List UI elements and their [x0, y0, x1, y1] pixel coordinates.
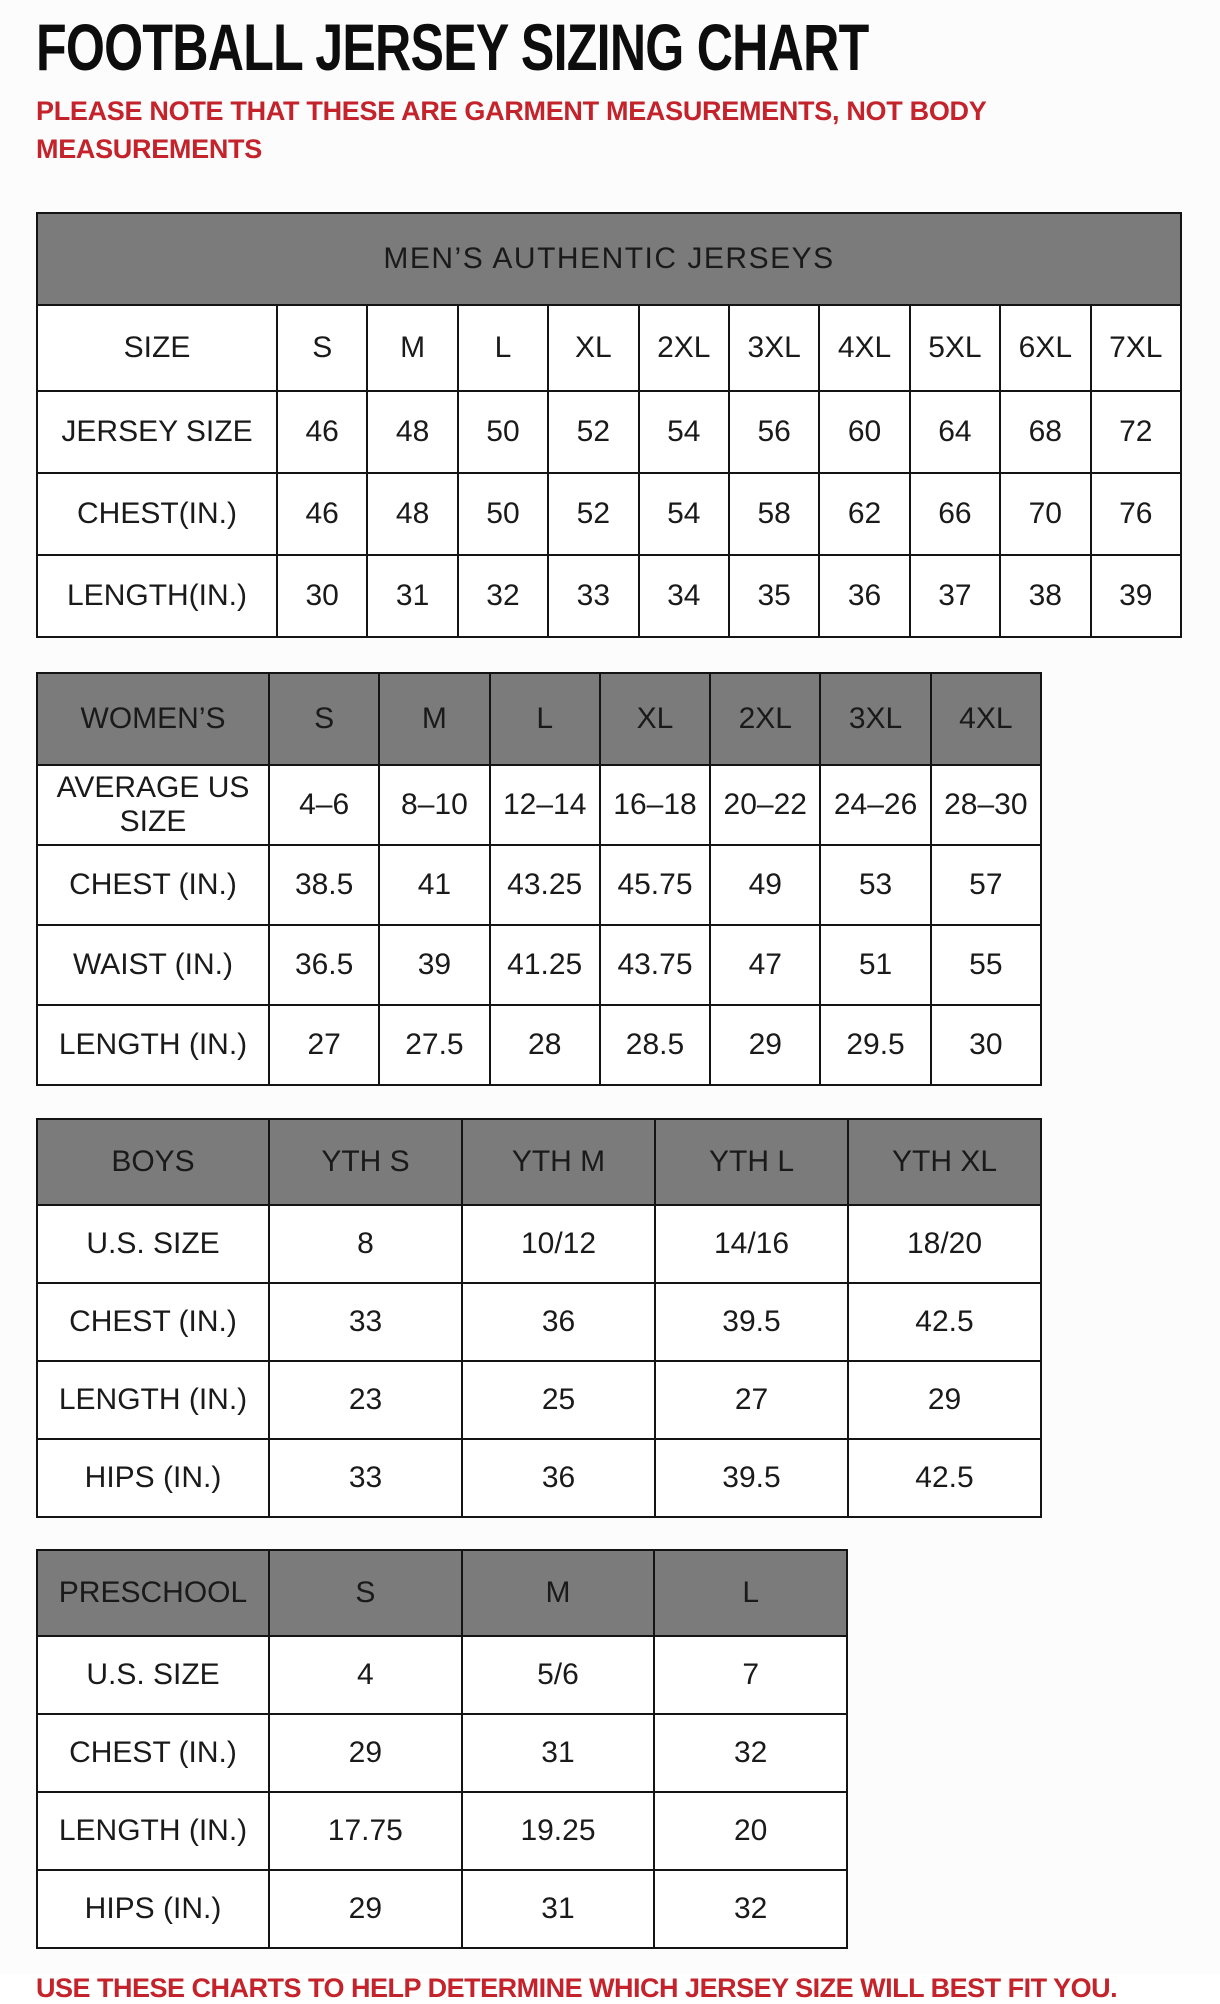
sizing-table-mens [36, 212, 1190, 638]
size-cell: 29 [848, 1361, 1041, 1439]
size-cell: 41 [379, 845, 489, 925]
table-row [37, 1870, 847, 1948]
column-header: YTH S [269, 1119, 462, 1205]
measurement-note: PLEASE NOTE THAT THESE ARE GARMENT MEASUREMENTS, NOT BODY MEASUREMENTS [36, 96, 986, 164]
size-table [36, 1118, 1042, 1518]
size-cell: 56 [729, 391, 819, 473]
column-header: 2XL [710, 673, 820, 765]
table-row [37, 1205, 1041, 1283]
column-header: M [462, 1550, 655, 1636]
column-header: YTH M [462, 1119, 655, 1205]
size-cell: 32 [654, 1870, 847, 1948]
size-cell: 51 [820, 925, 930, 1005]
column-header: S [269, 673, 379, 765]
column-header: M [367, 305, 457, 391]
size-cell: 28 [490, 1005, 600, 1085]
column-header: 4XL [819, 305, 909, 391]
table-row [37, 1636, 847, 1714]
size-cell: 28.5 [600, 1005, 710, 1085]
size-cell: 54 [639, 391, 729, 473]
size-cell: 27 [269, 1005, 379, 1085]
size-cell: 62 [819, 473, 909, 555]
column-header: 4XL [931, 673, 1041, 765]
size-cell: 35 [729, 555, 819, 637]
size-cell: 36 [819, 555, 909, 637]
table-row [37, 555, 1181, 637]
size-cell: 30 [277, 555, 367, 637]
row-label: WAIST (IN.) [37, 925, 269, 1005]
size-cell: 46 [277, 473, 367, 555]
size-table [36, 212, 1182, 638]
column-header: XL [600, 673, 710, 765]
size-cell: 72 [1091, 391, 1181, 473]
size-cell: 50 [458, 391, 548, 473]
row-label: JERSEY SIZE [37, 391, 277, 473]
table-row [37, 1283, 1041, 1361]
size-cell: 52 [548, 391, 638, 473]
size-cell: 27.5 [379, 1005, 489, 1085]
size-cell: 33 [269, 1283, 462, 1361]
size-cell: 8–10 [379, 765, 489, 845]
size-cell: 64 [910, 391, 1000, 473]
column-header: 2XL [639, 305, 729, 391]
size-cell: 39.5 [655, 1439, 848, 1517]
row-label: LENGTH(IN.) [37, 555, 277, 637]
size-cell: 31 [367, 555, 457, 637]
size-cell: 38.5 [269, 845, 379, 925]
table-banner: MEN’S AUTHENTIC JERSEYS [37, 213, 1181, 305]
size-cell: 32 [458, 555, 548, 637]
size-cell: 24–26 [820, 765, 930, 845]
size-cell: 66 [910, 473, 1000, 555]
column-header: XL [548, 305, 638, 391]
header-row [37, 673, 1041, 765]
size-cell: 17.75 [269, 1792, 462, 1870]
size-cell: 20 [654, 1792, 847, 1870]
table-title-cell: WOMEN’S [37, 673, 269, 765]
row-label: HIPS (IN.) [37, 1870, 269, 1948]
table-title-cell: SIZE [37, 305, 277, 391]
size-cell: 34 [639, 555, 729, 637]
row-label: U.S. SIZE [37, 1205, 269, 1283]
table-row [37, 1361, 1041, 1439]
size-cell: 68 [1000, 391, 1090, 473]
table-row [37, 1439, 1041, 1517]
size-cell: 36 [462, 1283, 655, 1361]
column-header: 3XL [820, 673, 930, 765]
size-cell: 29 [710, 1005, 820, 1085]
size-cell: 16–18 [600, 765, 710, 845]
table-row [37, 1792, 847, 1870]
column-header: YTH L [655, 1119, 848, 1205]
size-cell: 31 [462, 1870, 655, 1948]
table-row [37, 925, 1041, 1005]
size-cell: 18/20 [848, 1205, 1041, 1283]
size-cell: 30 [931, 1005, 1041, 1085]
size-cell: 29 [269, 1870, 462, 1948]
size-cell: 32 [654, 1714, 847, 1792]
page-title: FOOTBALL JERSEY SIZING CHART [36, 10, 869, 84]
sizing-table-womens [36, 672, 1190, 1086]
row-label: CHEST (IN.) [37, 845, 269, 925]
size-table [36, 672, 1042, 1086]
size-cell: 23 [269, 1361, 462, 1439]
size-cell: 54 [639, 473, 729, 555]
size-cell: 29 [269, 1714, 462, 1792]
size-cell: 36.5 [269, 925, 379, 1005]
size-cell: 42.5 [848, 1283, 1041, 1361]
table-title-cell: BOYS [37, 1119, 269, 1205]
row-label: AVERAGE US SIZE [37, 765, 269, 845]
size-cell: 55 [931, 925, 1041, 1005]
size-cell: 48 [367, 391, 457, 473]
table-row [37, 391, 1181, 473]
size-cell: 45.75 [600, 845, 710, 925]
size-cell: 76 [1091, 473, 1181, 555]
size-cell: 58 [729, 473, 819, 555]
size-cell: 4 [269, 1636, 462, 1714]
column-header: S [277, 305, 367, 391]
size-cell: 53 [820, 845, 930, 925]
size-cell: 43.25 [490, 845, 600, 925]
column-header: 7XL [1091, 305, 1181, 391]
column-header: 3XL [729, 305, 819, 391]
row-label: CHEST (IN.) [37, 1714, 269, 1792]
table-row [37, 1005, 1041, 1085]
size-cell: 14/16 [655, 1205, 848, 1283]
size-cell: 52 [548, 473, 638, 555]
sizing-table-boys [36, 1118, 1190, 1518]
size-cell: 12–14 [490, 765, 600, 845]
size-cell: 46 [277, 391, 367, 473]
column-header: 6XL [1000, 305, 1090, 391]
size-cell: 27 [655, 1361, 848, 1439]
header-row [37, 1550, 847, 1636]
row-label: LENGTH (IN.) [37, 1792, 269, 1870]
size-cell: 37 [910, 555, 1000, 637]
column-header: L [458, 305, 548, 391]
size-cell: 57 [931, 845, 1041, 925]
column-header: YTH XL [848, 1119, 1041, 1205]
table-row [37, 1714, 847, 1792]
footer-note: USE THESE CHARTS TO HELP DETERMINE WHICH JERSEY SIZE WILL BEST FIT YOU. [36, 1973, 1118, 2003]
row-label: HIPS (IN.) [37, 1439, 269, 1517]
table-title-cell: PRESCHOOL [37, 1550, 269, 1636]
column-header: L [490, 673, 600, 765]
size-cell: 33 [269, 1439, 462, 1517]
column-header: S [269, 1550, 462, 1636]
size-cell: 33 [548, 555, 638, 637]
size-cell: 50 [458, 473, 548, 555]
header-row [37, 1119, 1041, 1205]
size-cell: 36 [462, 1439, 655, 1517]
size-cell: 47 [710, 925, 820, 1005]
size-cell: 25 [462, 1361, 655, 1439]
table-row [37, 765, 1041, 845]
size-cell: 42.5 [848, 1439, 1041, 1517]
size-cell: 20–22 [710, 765, 820, 845]
size-cell: 60 [819, 391, 909, 473]
column-header: L [654, 1550, 847, 1636]
column-header: 5XL [910, 305, 1000, 391]
size-cell: 8 [269, 1205, 462, 1283]
row-label: CHEST (IN.) [37, 1283, 269, 1361]
size-cell: 41.25 [490, 925, 600, 1005]
row-label: U.S. SIZE [37, 1636, 269, 1714]
size-cell: 49 [710, 845, 820, 925]
table-row [37, 473, 1181, 555]
size-table [36, 1549, 848, 1949]
column-header: M [379, 673, 489, 765]
size-cell: 7 [654, 1636, 847, 1714]
header-row [37, 305, 1181, 391]
sizing-table-preschool [36, 1549, 1190, 1949]
size-cell: 39.5 [655, 1283, 848, 1361]
size-cell: 70 [1000, 473, 1090, 555]
size-cell: 38 [1000, 555, 1090, 637]
size-cell: 31 [462, 1714, 655, 1792]
size-cell: 5/6 [462, 1636, 655, 1714]
size-cell: 39 [379, 925, 489, 1005]
row-label: LENGTH (IN.) [37, 1005, 269, 1085]
size-cell: 28–30 [931, 765, 1041, 845]
size-cell: 43.75 [600, 925, 710, 1005]
row-label: CHEST(IN.) [37, 473, 277, 555]
size-cell: 39 [1091, 555, 1181, 637]
size-cell: 48 [367, 473, 457, 555]
row-label: LENGTH (IN.) [37, 1361, 269, 1439]
size-cell: 29.5 [820, 1005, 930, 1085]
size-cell: 4–6 [269, 765, 379, 845]
size-cell: 10/12 [462, 1205, 655, 1283]
size-cell: 19.25 [462, 1792, 655, 1870]
table-row [37, 845, 1041, 925]
